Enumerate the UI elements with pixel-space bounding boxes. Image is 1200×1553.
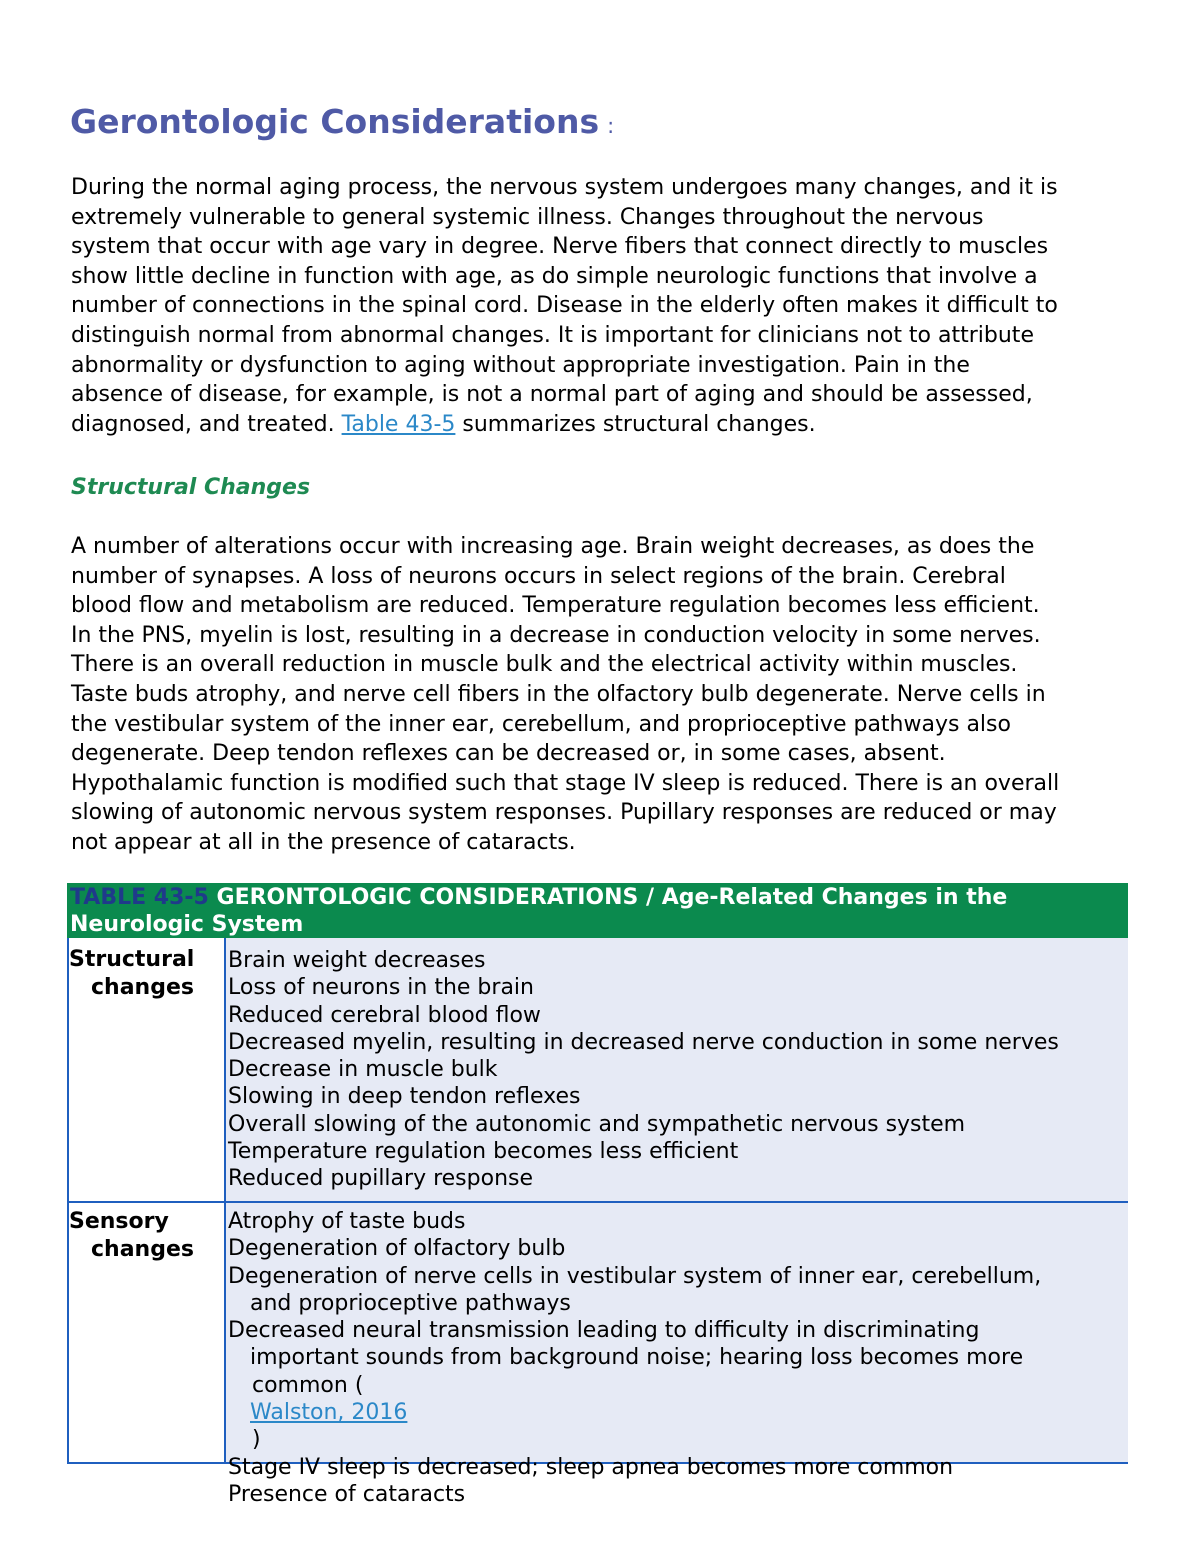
table-title-line-1: GERONTOLOGIC CONSIDERATIONS / Age-Related Changes in the bbox=[208, 885, 1008, 910]
intro-line: During the normal aging process, the nervous system undergoes many changes, and it is bbox=[71, 175, 1058, 200]
intro-last-line bbox=[71, 410, 1151, 440]
intro-line: extremely vulnerable to general systemic illness. Changes throughout the nervous bbox=[71, 204, 984, 230]
row-label-line: changes bbox=[91, 1237, 194, 1262]
list-item: Degeneration of olfactory bulb bbox=[228, 1236, 566, 1262]
row-label-structural bbox=[69, 946, 223, 1002]
structural-line: slowing of autonomic nervous system responses. Pupillary responses are reduced or may bbox=[71, 800, 1057, 826]
list-item: Loss of neurons in the brain bbox=[228, 975, 534, 1001]
list-item: Decreased myelin, resulting in decreased nerve conduction in some nerves bbox=[228, 1029, 1059, 1055]
list-item: Brain weight decreases bbox=[228, 948, 486, 973]
list-item: Reduced cerebral blood flow bbox=[228, 1002, 541, 1028]
structural-line: number of synapses. A loss of neurons occurs in select regions of the brain. Cerebral bbox=[71, 563, 1006, 589]
intro-line: distinguish normal from abnormal changes. It is important for clinicians not to attribute bbox=[71, 322, 1034, 348]
list-item: Presence of cataracts bbox=[228, 1481, 466, 1507]
structural-line: A number of alterations occur with increasing age. Brain weight decreases, as does the bbox=[71, 534, 1035, 559]
list-item: Stage IV sleep is decreased; sleep apnea becomes more common bbox=[228, 1454, 954, 1480]
structural-line: In the PNS, myelin is lost, resulting in a decrease in conduction velocity in some nerves. bbox=[71, 622, 1041, 648]
intro-last-after: summarizes structural changes. bbox=[455, 411, 816, 437]
walston-2016-link[interactable]: Walston, 2016 bbox=[250, 1400, 408, 1426]
row-label-line: Sensory bbox=[69, 1209, 169, 1234]
citation-before: common ( bbox=[252, 1372, 364, 1398]
structural-line: not appear at all in the presence of cataracts. bbox=[71, 829, 576, 855]
intro-last-before: diagnosed, and treated. bbox=[71, 411, 342, 437]
structural-line: Taste buds atrophy, and nerve cell fibers in the olfactory bulb degenerate. Nerve cells in bbox=[71, 681, 1046, 707]
structural-line: Hypothalamic function is modified such that stage IV sleep is reduced. There is an overall bbox=[71, 770, 1060, 796]
list-item: Decrease in muscle bulk bbox=[228, 1057, 498, 1083]
list-item: Slowing in deep tendon reflexes bbox=[228, 1084, 581, 1110]
list-item: Overall slowing of the autonomic and sympathetic nervous system bbox=[228, 1111, 966, 1137]
row-content-structural bbox=[224, 938, 1128, 1201]
intro-line: show little decline in function with age, as do simple neurologic functions that involve a bbox=[71, 263, 1038, 289]
row-label-sensory bbox=[69, 1208, 223, 1264]
table-43-5 bbox=[67, 883, 1128, 1507]
list-item: Reduced pupillary response bbox=[228, 1166, 534, 1192]
intro-line: system that occur with age vary in degree. Nerve fibers that connect directly to muscles bbox=[71, 234, 1049, 260]
page-heading bbox=[70, 100, 614, 148]
table-number: TABLE 43-5 bbox=[70, 885, 209, 910]
row-content-sensory bbox=[224, 1203, 1128, 1507]
list-item-continuation: important sounds from background noise; hearing loss becomes more bbox=[250, 1345, 1024, 1371]
structural-changes-heading: Structural Changes bbox=[71, 475, 311, 500]
structural-paragraph bbox=[71, 532, 1151, 858]
list-item: Atrophy of taste buds bbox=[228, 1209, 466, 1234]
table-header-line-1 bbox=[70, 884, 1007, 911]
intro-line: absence of disease, for example, is not a normal part of aging and should be assessed, bbox=[71, 382, 1033, 408]
table-title-line-2: Neurologic System bbox=[70, 912, 304, 937]
list-item-citation-line bbox=[226, 1372, 1128, 1454]
structural-line: blood flow and metabolism are reduced. Temperature regulation becomes less efficient. bbox=[71, 593, 1040, 619]
row-label-line: changes bbox=[91, 975, 194, 1000]
structural-line: There is an overall reduction in muscle bulk and the electrical activity within muscles. bbox=[71, 652, 1018, 678]
list-item: Temperature regulation becomes less efficient bbox=[228, 1139, 739, 1165]
intro-line: number of connections in the spinal cord. Disease in the elderly often makes it difficult to bbox=[71, 293, 1058, 319]
list-item: Decreased neural transmission leading to difficulty in discriminating bbox=[228, 1318, 980, 1344]
heading-colon: : bbox=[607, 114, 615, 138]
heading-title: Gerontologic Considerations bbox=[70, 102, 600, 141]
intro-line: abnormality or dysfunction to aging without appropriate investigation. Pain in the bbox=[71, 352, 970, 378]
list-item-continuation: and proprioceptive pathways bbox=[250, 1290, 571, 1316]
table-body bbox=[67, 938, 1128, 1507]
structural-line: degenerate. Deep tendon reflexes can be decreased or, in some cases, absent. bbox=[71, 741, 946, 767]
list-item: Degeneration of nerve cells in vestibular system of inner ear, cerebellum, bbox=[228, 1263, 1042, 1289]
citation-after: ) bbox=[252, 1427, 261, 1453]
structural-line: the vestibular system of the inner ear, cerebellum, and proprioceptive pathways also bbox=[71, 711, 1011, 737]
row-label-line: Structural bbox=[69, 947, 195, 972]
intro-paragraph bbox=[71, 173, 1151, 439]
table-43-5-link[interactable]: Table 43-5 bbox=[341, 411, 456, 437]
table-header bbox=[67, 883, 1128, 938]
